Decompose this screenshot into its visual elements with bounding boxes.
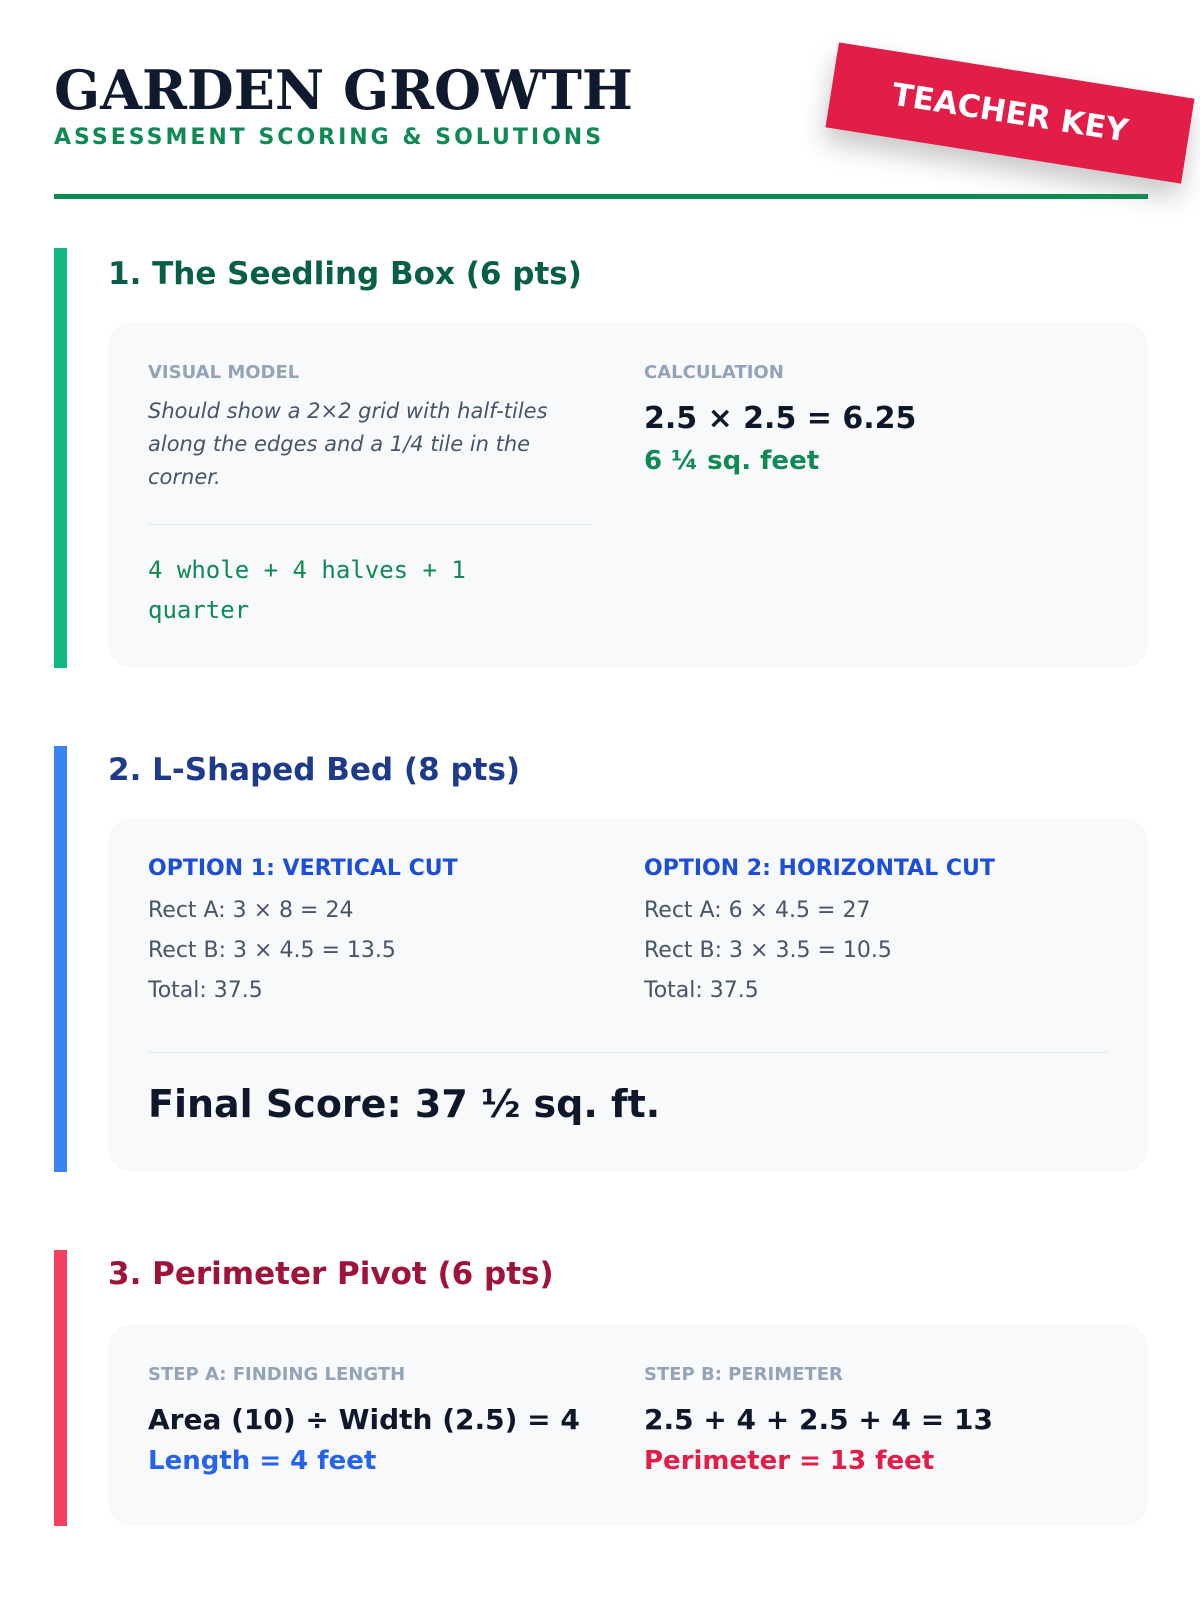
calculation-result: 6 ¼ sq. feet	[644, 446, 820, 476]
step-a-result: Length = 4 feet	[148, 1446, 377, 1476]
card-divider	[148, 1052, 1108, 1053]
visual-model-column	[148, 362, 593, 494]
step-a-column	[148, 1364, 628, 1476]
step-b-result: Perimeter = 13 feet	[644, 1446, 935, 1476]
column-divider	[148, 524, 593, 525]
calculation-label: CALCULATION	[644, 362, 784, 383]
section-accent-bar	[54, 248, 67, 668]
option-1-column	[148, 856, 598, 1011]
page-subtitle: ASSESSMENT SCORING & SOLUTIONS	[54, 125, 605, 150]
option-1-line: Total: 37.5	[148, 978, 263, 1003]
calculation-value: 2.5 × 2.5 = 6.25	[644, 401, 917, 436]
solution-card	[108, 322, 1148, 668]
step-a-label: STEP A: FINDING LENGTH	[148, 1364, 406, 1385]
solution-card	[108, 818, 1148, 1172]
header-divider	[54, 194, 1148, 199]
section-title: 3. Perimeter Pivot (6 pts)	[108, 1256, 554, 1292]
option-1-line: Rect B: 3 × 4.5 = 13.5	[148, 938, 396, 963]
option-2-line: Total: 37.5	[644, 978, 759, 1003]
step-a-calc: Area (10) ÷ Width (2.5) = 4	[148, 1403, 580, 1436]
page-title: GARDEN GROWTH	[54, 58, 633, 122]
section-accent-bar	[54, 746, 67, 1172]
section-title: 2. L-Shaped Bed (8 pts)	[108, 752, 521, 788]
section-title: 1. The Seedling Box (6 pts)	[108, 256, 582, 292]
step-b-label: STEP B: PERIMETER	[644, 1364, 843, 1385]
option-2-label: OPTION 2: HORIZONTAL CUT	[644, 856, 995, 881]
option-1-line: Rect A: 3 × 8 = 24	[148, 898, 354, 923]
section-accent-bar	[54, 1250, 67, 1526]
step-b-calc: 2.5 + 4 + 2.5 + 4 = 13	[644, 1403, 993, 1436]
calculation-column	[644, 362, 1124, 476]
solution-card	[108, 1324, 1148, 1526]
final-score: Final Score: 37 ½ sq. ft.	[148, 1082, 661, 1126]
section-l-shaped-bed	[54, 746, 1148, 1172]
teacher-key-stamp: TEACHER KEY	[825, 42, 1194, 183]
section-seedling-box	[54, 248, 1148, 668]
option-2-line: Rect B: 3 × 3.5 = 10.5	[644, 938, 892, 963]
option-2-column	[644, 856, 1094, 1011]
tile-count: 4 whole + 4 halves + 1 quarter	[148, 556, 466, 624]
step-b-column	[644, 1364, 1124, 1476]
visual-model-text: Should show a 2×2 grid with half-tiles along the edges and a 1/4 tile in the corner.	[148, 399, 548, 489]
section-perimeter-pivot	[54, 1250, 1148, 1526]
option-1-label: OPTION 1: VERTICAL CUT	[148, 856, 458, 881]
option-2-line: Rect A: 6 × 4.5 = 27	[644, 898, 871, 923]
visual-model-label: VISUAL MODEL	[148, 362, 300, 383]
